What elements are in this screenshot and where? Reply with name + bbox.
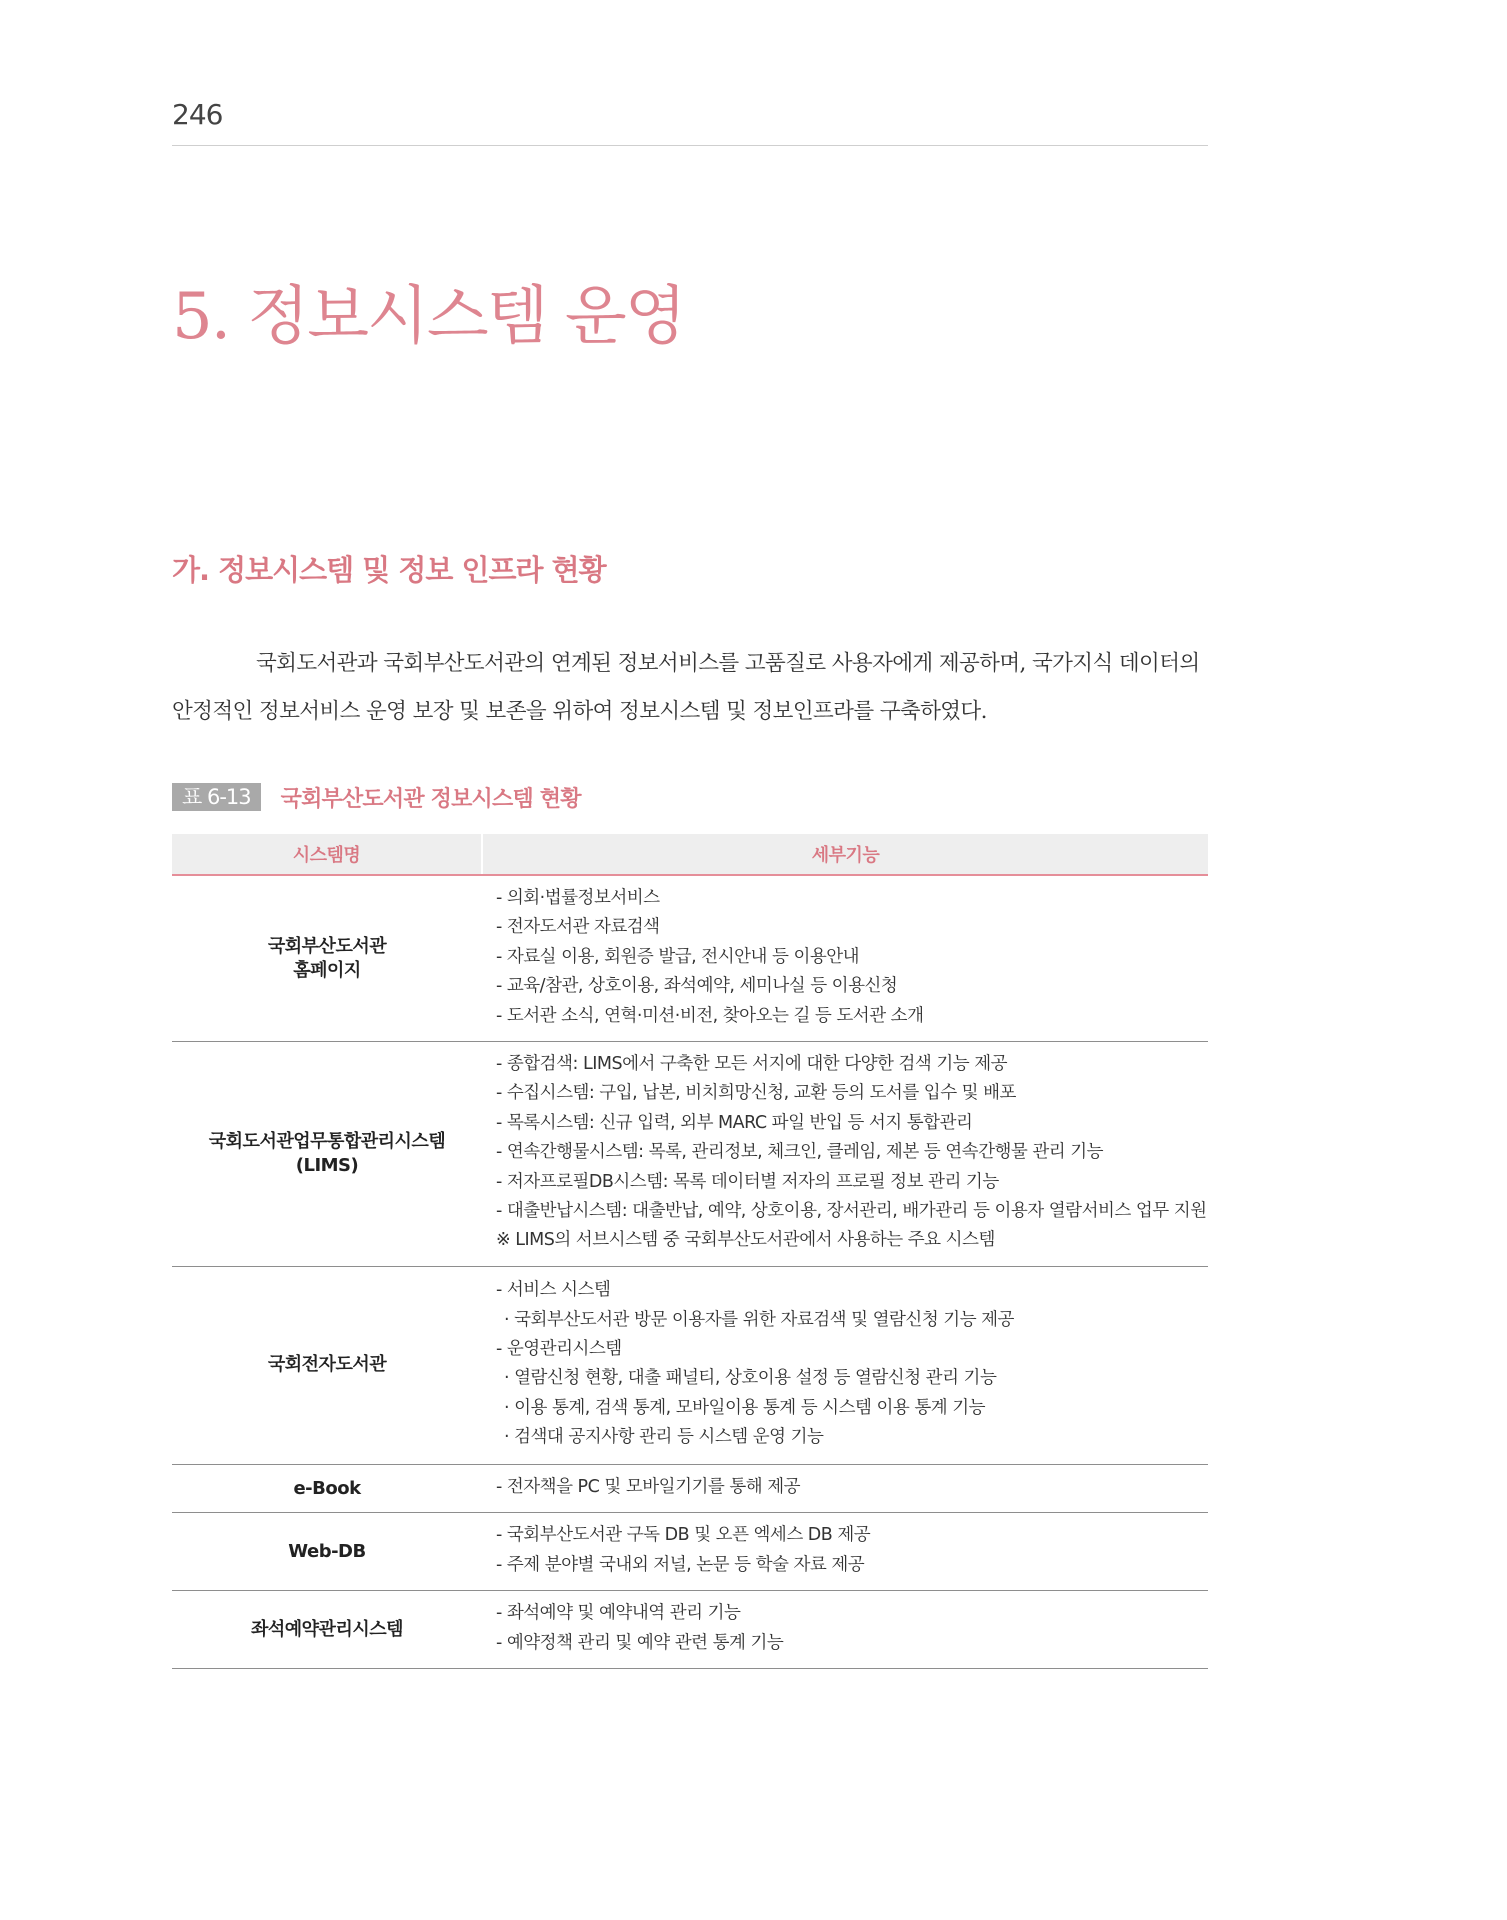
body-paragraph: 국회도서관과 국회부산도서관의 연계된 정보서비스를 고품질로 사용자에게 제공하며, 국가지식 데이터의 안정적인 정보서비스 운영 보장 및 보존을 위하여 정보시스템 및 정보인프라를 구축하였다. bbox=[172, 651, 1200, 724]
table-row bbox=[172, 875, 1208, 1042]
table-title: 국회부산도서관 정보시스템 현황 bbox=[280, 786, 581, 812]
system-name-cell bbox=[172, 875, 482, 1042]
table-number-badge: 표 6-13 bbox=[172, 783, 261, 811]
details-list bbox=[496, 884, 1208, 1031]
details-cell bbox=[482, 1591, 1208, 1669]
header-system-name: 시스템명 bbox=[172, 834, 482, 875]
detail-line: - 목록시스템: 신규 입력, 외부 MARC 파일 반입 등 서지 통합관리 bbox=[496, 1112, 973, 1133]
system-name-cell bbox=[172, 1591, 482, 1669]
system-name-line: Web-DB bbox=[288, 1540, 366, 1562]
detail-line: - 주제 분야별 국내외 저널, 논문 등 학술 자료 제공 bbox=[496, 1554, 865, 1575]
detail-line: · 이용 통계, 검색 통계, 모바일이용 통계 등 시스템 이용 통계 기능 bbox=[504, 1397, 986, 1418]
body-text bbox=[172, 640, 1208, 736]
system-name-line: 국회부산도서관 bbox=[267, 935, 387, 957]
detail-line: - 전자책을 PC 및 모바일기기를 통해 제공 bbox=[496, 1476, 801, 1497]
system-name-cell bbox=[172, 1513, 482, 1591]
systems-table bbox=[172, 834, 1208, 1669]
table-row bbox=[172, 1513, 1208, 1591]
table-body bbox=[172, 875, 1208, 1669]
table-caption bbox=[172, 783, 581, 811]
details-cell bbox=[482, 1042, 1208, 1267]
detail-line: · 열람신청 현황, 대출 패널티, 상호이용 설정 등 열람신청 관리 기능 bbox=[504, 1368, 997, 1389]
page-number: 246 bbox=[172, 98, 223, 131]
detail-line: - 전자도서관 자료검색 bbox=[496, 917, 660, 938]
detail-line: - 국회부산도서관 구독 DB 및 오픈 엑세스 DB 제공 bbox=[496, 1525, 871, 1546]
detail-line: - 종합검색: LIMS에서 구축한 모든 서지에 대한 다양한 검색 기능 제공 bbox=[496, 1054, 1008, 1075]
detail-line: · 국회부산도서관 방문 이용자를 위한 자료검색 및 열람신청 기능 제공 bbox=[504, 1309, 1014, 1330]
system-name-cell bbox=[172, 1266, 482, 1464]
table-row bbox=[172, 1591, 1208, 1669]
table-row bbox=[172, 1266, 1208, 1464]
system-name-line: 좌석예약관리시스템 bbox=[251, 1618, 403, 1640]
details-list bbox=[496, 1521, 1208, 1580]
detail-line: - 서비스 시스템 bbox=[496, 1280, 611, 1301]
system-name-line: 홈페이지 bbox=[293, 959, 361, 981]
chapter-title: 5. 정보시스템 운영 bbox=[172, 280, 685, 354]
section-title: 가. 정보시스템 및 정보 인프라 현황 bbox=[172, 553, 606, 587]
details-cell bbox=[482, 1464, 1208, 1512]
details-cell bbox=[482, 875, 1208, 1042]
details-list bbox=[496, 1473, 1208, 1502]
system-name-cell bbox=[172, 1042, 482, 1267]
table-row bbox=[172, 1042, 1208, 1267]
detail-line: - 운영관리시스템 bbox=[496, 1338, 622, 1359]
header-rule bbox=[172, 145, 1208, 146]
detail-line: - 대출반납시스템: 대출반납, 예약, 상호이용, 장서관리, 배가관리 등 이용자 열람서비스 업무 지원 bbox=[496, 1201, 1207, 1222]
detail-line: · 검색대 공지사항 관리 등 시스템 운영 기능 bbox=[504, 1427, 824, 1448]
detail-line: - 자료실 이용, 회원증 발급, 전시안내 등 이용안내 bbox=[496, 946, 860, 967]
system-name-line: 국회전자도서관 bbox=[267, 1354, 387, 1376]
table-header-row bbox=[172, 834, 1208, 875]
detail-line: - 수집시스템: 구입, 납본, 비치희망신청, 교환 등의 도서를 입수 및 배포 bbox=[496, 1083, 1016, 1104]
detail-line: - 예약정책 관리 및 예약 관련 통계 기능 bbox=[496, 1632, 784, 1653]
table-row bbox=[172, 1464, 1208, 1512]
details-list bbox=[496, 1050, 1208, 1256]
detail-line: - 저자프로필DB시스템: 목록 데이터별 저자의 프로필 정보 관리 기능 bbox=[496, 1171, 999, 1192]
detail-line: ※ LIMS의 서브시스템 중 국회부산도서관에서 사용하는 주요 시스템 bbox=[496, 1230, 995, 1251]
detail-line: - 좌석예약 및 예약내역 관리 기능 bbox=[496, 1603, 741, 1624]
system-name-line: 국회도서관업무통합관리시스템 bbox=[208, 1130, 446, 1152]
system-name-line: e-Book bbox=[293, 1477, 361, 1499]
detail-line: - 교육/참관, 상호이용, 좌석예약, 세미나실 등 이용신청 bbox=[496, 976, 898, 997]
details-list bbox=[496, 1276, 1208, 1452]
header-details: 세부기능 bbox=[482, 834, 1208, 875]
details-list bbox=[496, 1599, 1208, 1658]
detail-line: - 도서관 소식, 연혁·미션·비전, 찾아오는 길 등 도서관 소개 bbox=[496, 1005, 924, 1026]
detail-line: - 연속간행물시스템: 목록, 관리정보, 체크인, 클레임, 제본 등 연속간행물 관리 기능 bbox=[496, 1142, 1104, 1163]
detail-line: - 의회·법률정보서비스 bbox=[496, 888, 660, 908]
system-name-cell bbox=[172, 1464, 482, 1512]
details-cell bbox=[482, 1266, 1208, 1464]
system-name-line: (LIMS) bbox=[295, 1154, 359, 1176]
details-cell bbox=[482, 1513, 1208, 1591]
